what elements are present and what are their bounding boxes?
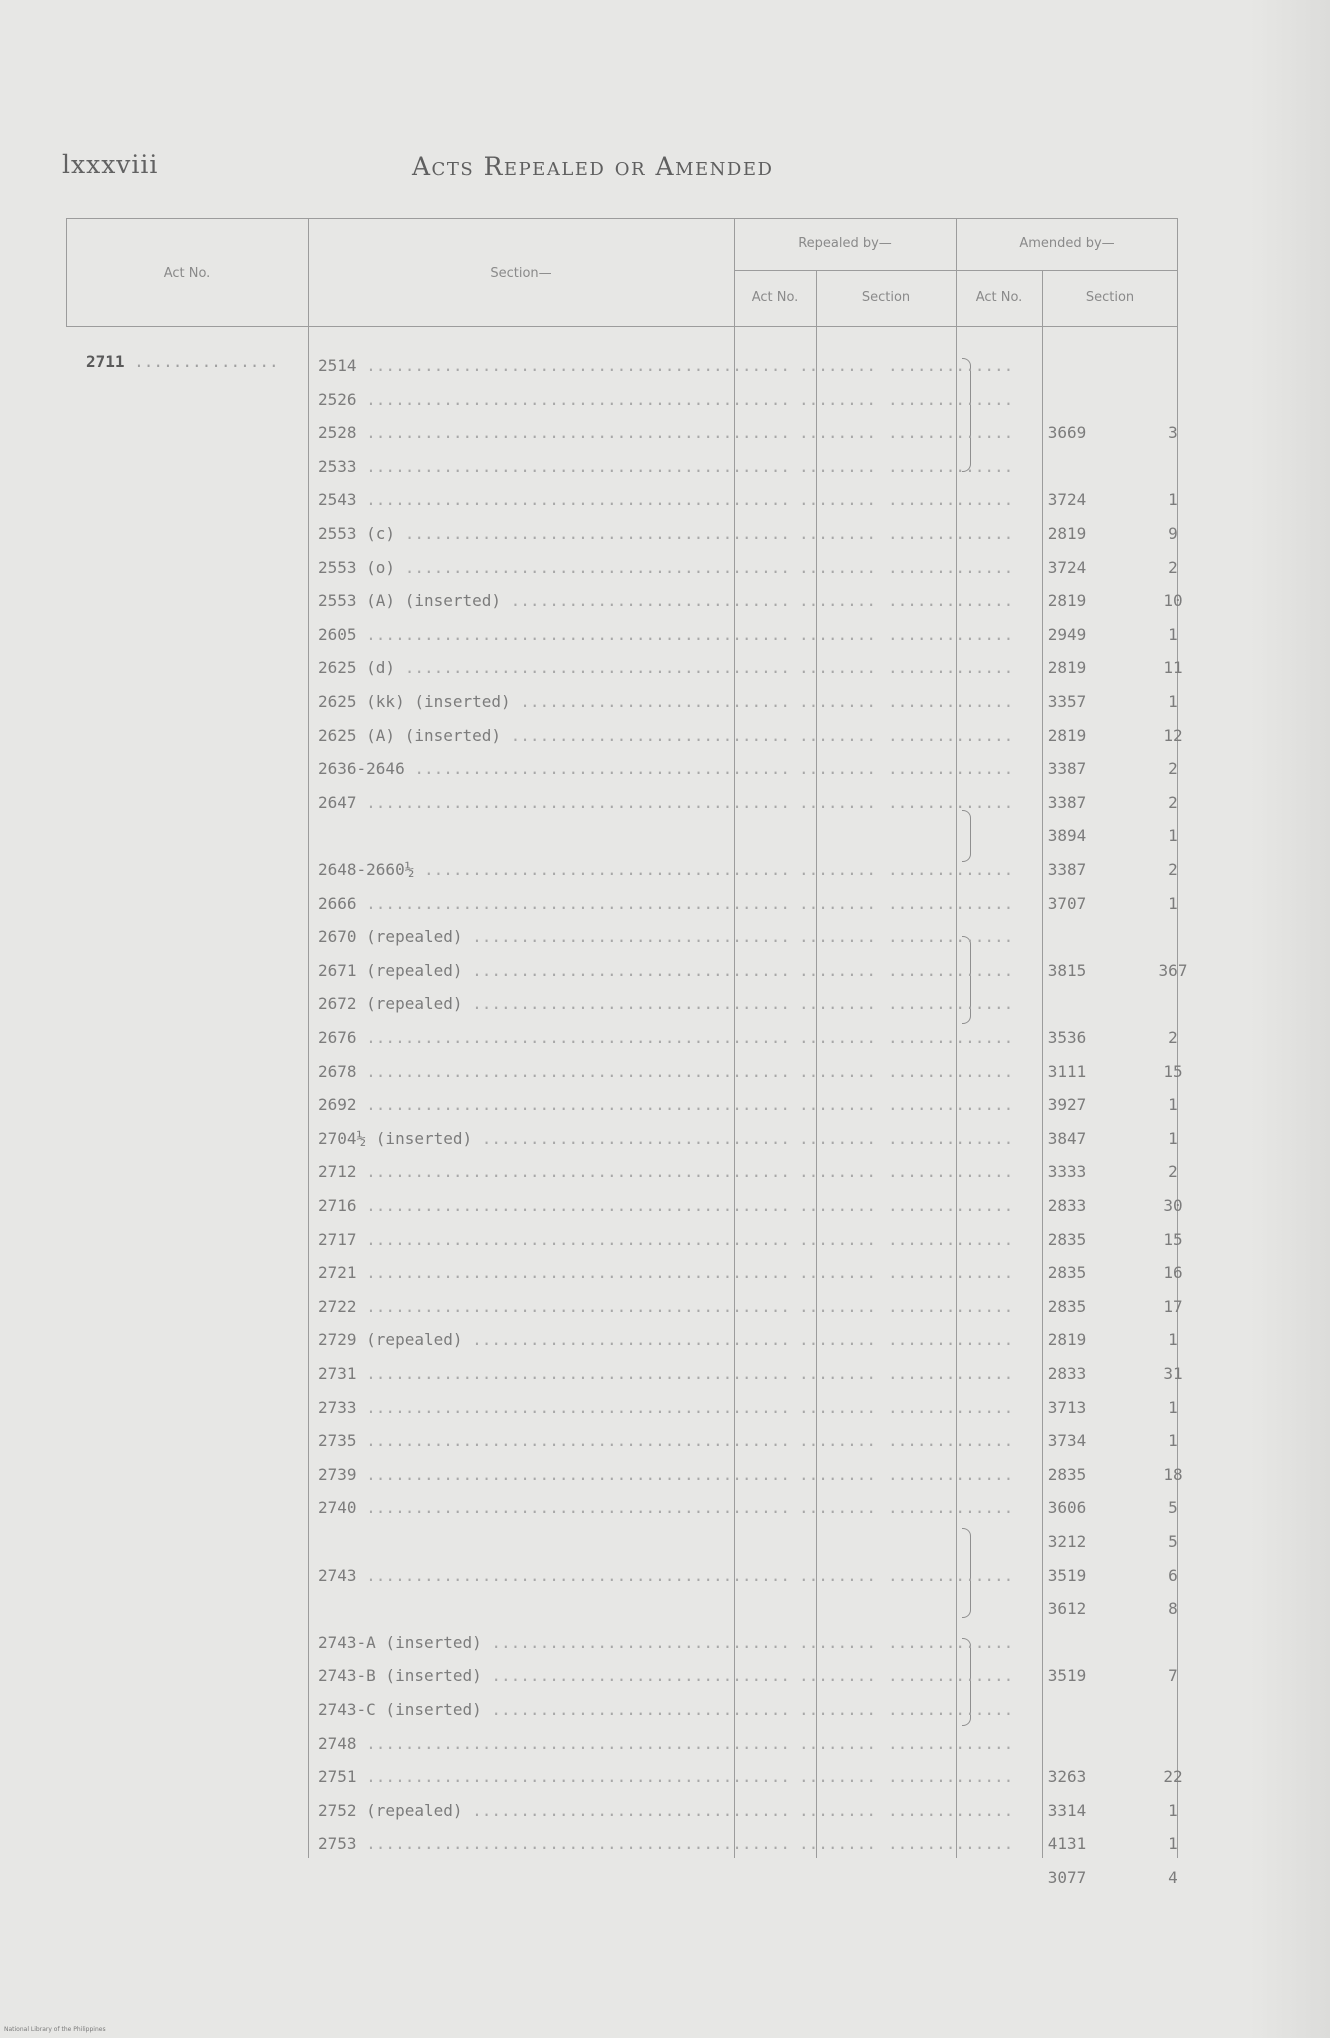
row-amended-section: 7 xyxy=(1168,1666,1178,1686)
row-amended-act: 2835 xyxy=(1047,1464,1087,1484)
leader-dots xyxy=(799,1734,875,1753)
leader-dots xyxy=(799,1801,875,1820)
row-amended-section: 3 xyxy=(1168,423,1178,443)
table-row xyxy=(66,617,1178,651)
leader-dots xyxy=(799,1700,875,1719)
leader-dots xyxy=(799,1028,875,1047)
leader-dots xyxy=(888,860,1014,879)
row-amended-section: 1 xyxy=(1168,1128,1178,1148)
row-section: 2648-2660½ ..... xyxy=(318,860,793,879)
row-section: 2717 ..... xyxy=(318,1230,793,1249)
table-row xyxy=(66,1222,1183,1256)
row-amended-act: 3519 xyxy=(1047,1666,1087,1686)
row-amended-section: 2 xyxy=(1168,792,1178,812)
leader-dots xyxy=(888,894,1014,913)
row-amended-section: 10 xyxy=(1163,591,1183,611)
leader-dots xyxy=(799,1162,875,1181)
leader-dots xyxy=(888,356,1014,375)
table-row xyxy=(66,1826,1178,1860)
row-section: 2625 (A) (inserted) ..... xyxy=(318,726,793,745)
leader-dots xyxy=(799,1062,875,1081)
row-section: 2739 ..... xyxy=(318,1465,793,1484)
running-head xyxy=(62,150,1212,190)
row-section: 2743-A (inserted) ..... xyxy=(318,1633,793,1652)
page-number: lxxxviii xyxy=(62,150,159,179)
row-amended-section: 6 xyxy=(1168,1565,1178,1585)
leader-dots xyxy=(888,1162,1014,1181)
row-amended-section: 9 xyxy=(1168,524,1178,543)
leader-dots xyxy=(888,625,1014,644)
row-section: 2678 ..... xyxy=(318,1062,793,1081)
row-section: 2743-B (inserted) ..... xyxy=(318,1666,793,1685)
leader-dots xyxy=(799,1263,875,1282)
row-amended-act: 3519 xyxy=(1047,1565,1087,1585)
row-amended-act: 2819 xyxy=(1047,524,1087,543)
leader-dots xyxy=(888,1095,1014,1114)
row-amended-section: 1 xyxy=(1168,893,1178,913)
row-amended-act: 2819 xyxy=(1047,1330,1087,1350)
row-section: 2722 ..... xyxy=(318,1297,793,1316)
leader-dots xyxy=(799,1095,875,1114)
table-row xyxy=(66,1793,1178,1827)
table-row xyxy=(66,1490,1178,1524)
header-section: Section— xyxy=(490,266,552,281)
row-amended-act: 4131 xyxy=(1047,1834,1087,1854)
row-amended-act: 2819 xyxy=(1047,658,1087,678)
row-section: 2743 ..... xyxy=(318,1566,793,1585)
row-amended-act: 3815 xyxy=(1047,960,1087,980)
row-amended-act: 3927 xyxy=(1047,1095,1087,1115)
row-amended-section: 1 xyxy=(1168,1095,1178,1115)
row-amended-act: 3387 xyxy=(1047,792,1087,812)
leader-dots xyxy=(799,625,875,644)
table-row xyxy=(66,1356,1183,1390)
row-section: 2553 (c) ..... xyxy=(318,524,793,543)
table-row xyxy=(66,1423,1178,1457)
row-amended-act: 3707 xyxy=(1047,893,1087,913)
table-row xyxy=(66,1726,1178,1760)
row-section: 2553 (o) ..... xyxy=(318,558,793,577)
table-row xyxy=(66,718,1183,752)
table-row xyxy=(66,1860,1178,1894)
leader-dots xyxy=(888,793,1014,812)
row-amended-act: 3612 xyxy=(1047,1599,1087,1619)
row-amended-section: 1 xyxy=(1168,826,1178,846)
row-amended-act: 3847 xyxy=(1047,1128,1087,1148)
row-amended-act: 3724 xyxy=(1047,557,1087,577)
row-amended-act: 2835 xyxy=(1047,1263,1087,1283)
leader-dots xyxy=(888,1566,1014,1585)
row-section: 2751 ..... xyxy=(318,1767,793,1786)
leader-dots xyxy=(799,961,875,980)
row-section: 2647 ..... xyxy=(318,793,793,812)
table-row xyxy=(66,550,1178,584)
leader-dots xyxy=(799,927,875,946)
row-amended-section: 1 xyxy=(1168,490,1178,510)
footer-note: National Library of the Philippines xyxy=(4,2026,106,2033)
row-section: 2733 ..... xyxy=(318,1398,793,1417)
row-amended-section: 2 xyxy=(1168,1028,1178,1047)
leader-dots xyxy=(799,1633,875,1652)
leader-dots xyxy=(888,1431,1014,1450)
leader-dots xyxy=(888,1398,1014,1417)
row-section: 2752 (repealed) ..... xyxy=(318,1801,793,1820)
table-row xyxy=(66,1255,1183,1289)
row-section: 2670 (repealed) ..... xyxy=(318,927,793,946)
row-section: 2543 ..... xyxy=(318,490,793,509)
row-section: 2704½ (inserted) ..... xyxy=(318,1129,793,1148)
row-section: 2625 (kk) (inserted) ..... xyxy=(318,692,793,711)
leader-dots xyxy=(799,658,875,677)
row-amended-act: 3077 xyxy=(1047,1868,1087,1887)
leader-dots xyxy=(888,658,1014,677)
table-row xyxy=(66,953,1188,987)
table-row xyxy=(66,1121,1178,1155)
leader-dots xyxy=(799,591,875,610)
row-amended-section: 1 xyxy=(1168,1834,1178,1854)
row-section: 2671 (repealed) ..... xyxy=(318,961,793,980)
row-amended-act: 3536 xyxy=(1047,1028,1087,1047)
leader-dots xyxy=(799,759,875,778)
table-row xyxy=(66,1658,1178,1692)
leader-dots xyxy=(888,558,1014,577)
page-title: Acts Repealed or Amended xyxy=(412,152,774,181)
leader-dots xyxy=(799,793,875,812)
row-amended-section: 15 xyxy=(1163,1061,1183,1081)
row-section: 2528 ..... xyxy=(318,423,793,442)
leader-dots xyxy=(799,423,875,442)
row-section: 2636-2646 ..... xyxy=(318,759,793,778)
leader-dots xyxy=(888,1129,1014,1148)
leader-dots xyxy=(799,1129,875,1148)
leader-dots xyxy=(888,490,1014,509)
row-section: 2672 (repealed) ..... xyxy=(318,994,793,1013)
row-amended-section: 22 xyxy=(1163,1767,1183,1787)
table-row xyxy=(66,516,1178,550)
table-row xyxy=(66,886,1178,920)
row-amended-section: 15 xyxy=(1163,1229,1183,1249)
row-section: 2735 ..... xyxy=(318,1431,793,1450)
row-amended-section: 4 xyxy=(1168,1868,1178,1887)
table-row xyxy=(66,785,1178,819)
table-row xyxy=(66,1524,1178,1558)
table-row xyxy=(66,1322,1178,1356)
table-row xyxy=(66,1289,1183,1323)
table-row xyxy=(66,1154,1178,1188)
row-amended-act: 3263 xyxy=(1047,1767,1087,1787)
row-amended-section: 1 xyxy=(1168,1431,1178,1451)
leader-dots xyxy=(799,1834,875,1853)
row-section: 2514 ..... xyxy=(318,356,793,375)
table-row xyxy=(66,1087,1178,1121)
leader-dots xyxy=(799,1398,875,1417)
row-section: 2692 ..... xyxy=(318,1095,793,1114)
leader-dots xyxy=(888,1633,1014,1652)
row-section: 2605 ..... xyxy=(318,625,793,644)
leader-dots xyxy=(888,927,1014,946)
table-row xyxy=(66,1625,1178,1659)
table-row xyxy=(66,1457,1183,1491)
table-row xyxy=(66,986,1178,1020)
row-amended-act: 3111 xyxy=(1047,1061,1087,1081)
act-number: 2711 ............... xyxy=(86,352,279,371)
leader-dots xyxy=(888,591,1014,610)
leader-dots xyxy=(799,726,875,745)
row-section: 2729 (repealed) ..... xyxy=(318,1330,793,1349)
leader-dots xyxy=(799,490,875,509)
header-amended-act-no: Act No. xyxy=(975,290,1023,305)
row-section: 2743-C (inserted) ..... xyxy=(318,1700,793,1719)
table-row xyxy=(66,751,1178,785)
row-section: 2533 ..... xyxy=(318,457,793,476)
row-amended-act: 3314 xyxy=(1047,1800,1087,1820)
header-repealed-section: Section xyxy=(861,290,911,305)
table-row xyxy=(66,382,1178,416)
row-section: 2526 ..... xyxy=(318,390,793,409)
row-amended-section: 31 xyxy=(1163,1364,1183,1383)
row-amended-act: 2833 xyxy=(1047,1364,1087,1383)
leader-dots xyxy=(888,390,1014,409)
row-amended-section: 30 xyxy=(1163,1196,1183,1215)
leader-dots xyxy=(799,390,875,409)
row-amended-act: 3894 xyxy=(1047,826,1087,846)
table-row xyxy=(66,583,1183,617)
page-edge-shade xyxy=(1250,0,1330,2038)
leader-dots xyxy=(799,524,875,543)
row-section: 2553 (A) (inserted) ..... xyxy=(318,591,793,610)
row-section: 2753 ..... xyxy=(318,1834,793,1853)
table-row xyxy=(66,1020,1178,1054)
table-row xyxy=(66,684,1178,718)
row-amended-section: 1 xyxy=(1168,1800,1178,1820)
row-section: 2721 ..... xyxy=(318,1263,793,1282)
leader-dots xyxy=(888,1666,1014,1685)
row-amended-section: 18 xyxy=(1163,1464,1183,1484)
leader-dots xyxy=(888,1263,1014,1282)
row-amended-section: 17 xyxy=(1163,1296,1183,1316)
table-row xyxy=(66,1591,1178,1625)
leader-dots xyxy=(888,1767,1014,1786)
leader-dots xyxy=(888,524,1014,543)
leader-dots xyxy=(799,860,875,879)
row-amended-act: 3387 xyxy=(1047,860,1087,879)
table-row xyxy=(66,1188,1183,1222)
leader-dots xyxy=(888,1700,1014,1719)
row-amended-section: 11 xyxy=(1163,658,1183,678)
row-section: 2712 ..... xyxy=(318,1162,793,1181)
leader-dots xyxy=(799,1196,875,1215)
leader-dots xyxy=(799,1297,875,1316)
leader-dots xyxy=(888,961,1014,980)
leader-dots xyxy=(888,692,1014,711)
row-amended-section: 16 xyxy=(1163,1263,1183,1283)
table-top-rule xyxy=(66,218,1178,219)
header-repealed-act-no: Act No. xyxy=(751,290,799,305)
header-amended-by: Amended by— xyxy=(1019,236,1115,251)
leader-dots xyxy=(799,1767,875,1786)
row-amended-act: 3724 xyxy=(1047,490,1087,510)
leader-dots xyxy=(799,1330,875,1349)
row-amended-act: 3333 xyxy=(1047,1162,1087,1182)
leader-dots xyxy=(888,423,1014,442)
table-row xyxy=(66,650,1183,684)
table-row xyxy=(66,1692,1178,1726)
row-amended-section: 1 xyxy=(1168,1330,1178,1350)
leader-dots xyxy=(799,1364,875,1383)
row-amended-act: 3713 xyxy=(1047,1397,1087,1417)
row-section: 2748 ..... xyxy=(318,1734,793,1753)
leader-dots xyxy=(888,726,1014,745)
table-row xyxy=(66,919,1178,953)
leader-dots xyxy=(888,759,1014,778)
header-bottom-rule xyxy=(66,326,1178,327)
leader-dots xyxy=(888,994,1014,1013)
row-section: 2625 (d) ..... xyxy=(318,658,793,677)
leader-dots xyxy=(888,1465,1014,1484)
leader-dots xyxy=(799,1431,875,1450)
header-amended-section: Section xyxy=(1085,290,1135,305)
row-amended-act: 3606 xyxy=(1047,1498,1087,1518)
table-row xyxy=(66,852,1178,886)
leader-dots xyxy=(888,1028,1014,1047)
leader-dots xyxy=(799,457,875,476)
table-row xyxy=(66,1759,1183,1793)
leader-dots xyxy=(799,1498,875,1517)
row-amended-section: 2 xyxy=(1168,759,1178,779)
leader-dots xyxy=(799,558,875,577)
header-repealed-by: Repealed by— xyxy=(798,236,892,251)
acts-table xyxy=(66,218,1188,1887)
row-amended-section: 367 xyxy=(1158,960,1188,980)
leader-dots xyxy=(799,994,875,1013)
leader-dots xyxy=(799,1465,875,1484)
row-section: 2716 ..... xyxy=(318,1196,793,1215)
leader-dots xyxy=(888,1498,1014,1517)
row-section: 2676 ..... xyxy=(318,1028,793,1047)
row-amended-section: 1 xyxy=(1168,692,1178,711)
leader-dots xyxy=(888,1801,1014,1820)
row-section: 2740 ..... xyxy=(318,1498,793,1517)
row-section: 2666 ..... xyxy=(318,894,793,913)
row-amended-section: 5 xyxy=(1168,1532,1178,1551)
leader-dots xyxy=(888,1834,1014,1853)
row-section: 2731 ..... xyxy=(318,1364,793,1383)
header-act-no: Act No. xyxy=(163,266,211,281)
leader-dots xyxy=(799,692,875,711)
row-amended-act: 2949 xyxy=(1047,624,1087,644)
table-row xyxy=(66,1390,1178,1424)
leader-dots xyxy=(888,1297,1014,1316)
leader-dots xyxy=(799,1566,875,1585)
table-row xyxy=(66,818,1178,852)
row-amended-act: 3669 xyxy=(1047,423,1087,443)
row-amended-section: 1 xyxy=(1168,624,1178,644)
table-row xyxy=(66,415,1178,449)
leader-dots xyxy=(799,1230,875,1249)
leader-dots xyxy=(799,894,875,913)
leader-dots xyxy=(799,1666,875,1685)
leader-dots xyxy=(888,1230,1014,1249)
row-amended-section: 12 xyxy=(1163,725,1183,745)
row-amended-act: 2835 xyxy=(1047,1296,1087,1316)
row-amended-act: 2819 xyxy=(1047,591,1087,611)
leader-dots xyxy=(888,1734,1014,1753)
row-amended-section: 2 xyxy=(1168,1162,1178,1182)
leader-dots xyxy=(888,1062,1014,1081)
leader-dots xyxy=(888,1330,1014,1349)
row-amended-act: 2819 xyxy=(1047,725,1087,745)
table-row xyxy=(66,449,1178,483)
row-amended-section: 1 xyxy=(1168,1397,1178,1417)
row-amended-section: 5 xyxy=(1168,1498,1178,1518)
leader-dots xyxy=(888,457,1014,476)
leader-dots xyxy=(799,356,875,375)
row-amended-section: 8 xyxy=(1168,1599,1178,1619)
row-amended-act: 3387 xyxy=(1047,759,1087,779)
leader-dots xyxy=(888,1196,1014,1215)
row-amended-section: 2 xyxy=(1168,557,1178,577)
row-amended-section: 2 xyxy=(1168,860,1178,879)
table-row xyxy=(66,348,1178,382)
table-row xyxy=(66,1558,1178,1592)
leader-dots xyxy=(888,1364,1014,1383)
row-amended-act: 3212 xyxy=(1047,1532,1087,1551)
row-amended-act: 2833 xyxy=(1047,1196,1087,1215)
row-amended-act: 2835 xyxy=(1047,1229,1087,1249)
row-amended-act: 3357 xyxy=(1047,692,1087,711)
table-row xyxy=(66,1054,1183,1088)
row-amended-act: 3734 xyxy=(1047,1431,1087,1451)
table-row xyxy=(66,482,1178,516)
